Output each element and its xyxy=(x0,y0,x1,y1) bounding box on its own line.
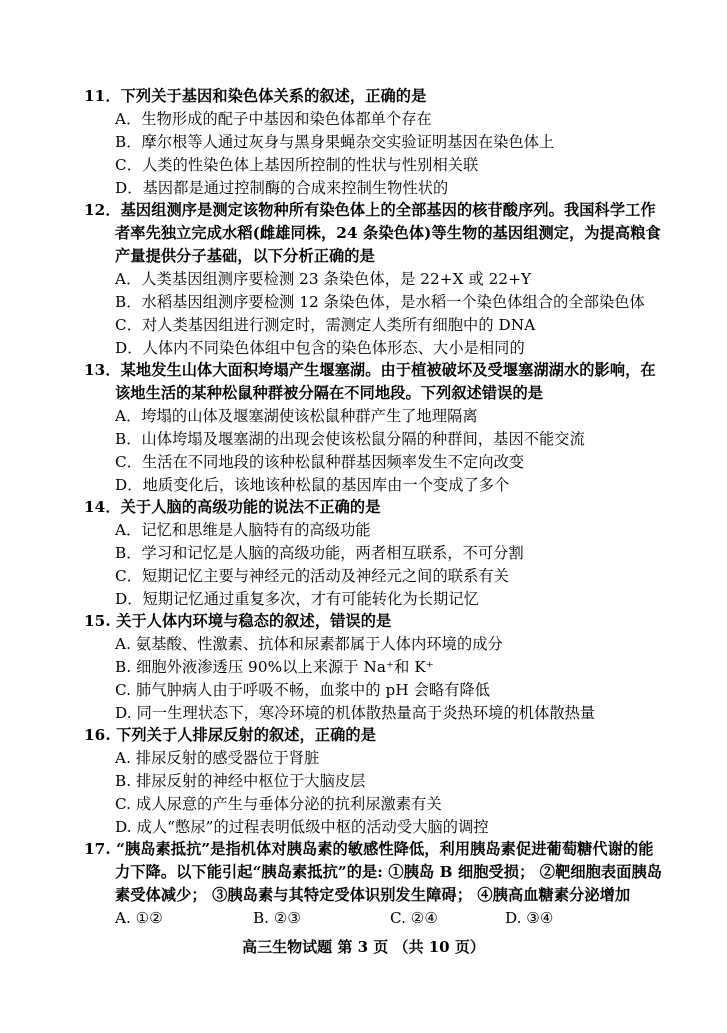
question-13-option-b: B．山体垮塌及堰塞湖的出现会使该松鼠分隔的种群间，基因不能交流 xyxy=(115,430,585,448)
question-13-option-a: A．垮塌的山体及堰塞湖使该松鼠种群产生了地理隔离 xyxy=(115,407,478,425)
question-16-stem: 16. 下列关于人排尿反射的叙述，正确的是 xyxy=(84,726,376,744)
question-11-option-b: B．摩尔根等人通过灰身与黑身果蝇杂交实验证明基因在染色体上 xyxy=(115,133,555,151)
question-16-option-a: A. 排尿反射的感受器位于肾脏 xyxy=(115,749,320,767)
question-13-option-c: C．生活在不同地段的该种松鼠种群基因频率发生不定向改变 xyxy=(115,453,525,471)
question-15-option-d: D. 同一生理状态下，寒冷环境的机体散热量高于炎热环境的机体散热量 xyxy=(115,704,596,722)
question-13-stem-line-2: 该地生活的某种松鼠种群被分隔在不同地段。下列叙述错误的是 xyxy=(115,384,544,402)
question-14-option-b: B．学习和记忆是人脑的高级功能，两者相互联系，不可分割 xyxy=(115,544,524,562)
question-14-option-c: C．短期记忆主要与神经元的活动及神经元之间的联系有关 xyxy=(115,567,509,585)
question-11-option-d: D．基因都是通过控制酶的合成来控制生物性状的 xyxy=(115,179,449,197)
question-15-option-b: B. 细胞外液渗透压 90%以上来源于 Na⁺和 K⁺ xyxy=(115,658,434,676)
question-17-stem-line-2: 力下降。以下能引起“胰岛素抵抗”的是: ①胰岛 B 细胞受损； ②靶细胞表面胰岛 xyxy=(115,863,663,881)
question-11-option-c: C．人类的性染色体上基因所控制的性状与性别相关联 xyxy=(115,156,479,174)
question-14-stem: 14．关于人脑的高级功能的说法不正确的是 xyxy=(84,498,381,516)
question-17-choice-d: D. ③④ xyxy=(505,909,554,927)
question-12-option-a: A．人类基因组测序要检测 23 条染色体，是 22+X 或 22+Y xyxy=(115,270,532,288)
question-17-stem-line-3: 素受体减少； ③胰岛素与其特定受体识别发生障碍； ④胰高血糖素分泌增加 xyxy=(115,886,631,904)
question-13-option-d: D．地质变化后，该地该种松鼠的基因库由一个变成了多个 xyxy=(115,476,510,494)
question-12-option-b: B．水稻基因组测序要检测 12 条染色体，是水稻一个染色体组合的全部染色体 xyxy=(115,293,645,311)
question-16-option-d: D. 成人“憋尿”的过程表明低级中枢的活动受大脑的调控 xyxy=(115,818,489,836)
question-12-stem-line-2: 者率先独立完成水稻(雌雄同株，24 条染色体)等生物的基因组测定，为提高粮食 xyxy=(115,224,661,242)
question-14-option-d: D．短期记忆通过重复多次，才有可能转化为长期记忆 xyxy=(115,590,479,608)
question-11-option-a: A．生物形成的配子中基因和染色体都单个存在 xyxy=(115,110,432,128)
question-17-choices xyxy=(0,908,727,928)
question-12-option-d: D．人体内不同染色体组中包含的染色体形态、大小是相同的 xyxy=(115,339,525,357)
question-17-choice-c: C. ②④ xyxy=(390,909,438,927)
question-17-stem-line-1: 17. “胰岛素抵抗”是指机体对胰岛素的敏感性降低，利用胰岛素促进葡萄糖代谢的能 xyxy=(84,840,654,858)
question-12-stem-line-1: 12．基因组测序是测定该物种所有染色体上的全部基因的核苷酸序列。我国科学工作 xyxy=(84,201,656,219)
question-12-stem-line-3: 产量提供分子基础，以下分析正确的是 xyxy=(115,247,375,265)
question-16-option-b: B. 排尿反射的神经中枢位于大脑皮层 xyxy=(115,772,366,790)
question-13-stem-line-1: 13．某地发生山体大面积垮塌产生堰塞湖。由于植被破坏及受堰塞湖湖水的影响，在 xyxy=(84,361,656,379)
question-17-choice-b: B. ②③ xyxy=(253,909,302,927)
question-12-option-c: C．对人类基因组进行测定时，需测定人类所有细胞中的 DNA xyxy=(115,316,536,334)
question-15-option-c: C. 肺气肿病人由于呼吸不畅，血浆中的 pH 会略有降低 xyxy=(115,681,491,699)
question-14-option-a: A．记忆和思维是人脑特有的高级功能 xyxy=(115,521,371,539)
question-15-stem: 15. 关于人体内环境与稳态的叙述，错误的是 xyxy=(84,612,392,630)
page-footer: 高三生物试题 第 3 页 （共 10 页） xyxy=(242,938,485,956)
question-15-option-a: A. 氨基酸、性激素、抗体和尿素都属于人体内环境的成分 xyxy=(115,635,503,653)
question-17-choice-a: A. ①② xyxy=(115,909,163,927)
question-16-option-c: C. 成人尿意的产生与垂体分泌的抗利尿激素有关 xyxy=(115,795,442,813)
question-11-stem: 11．下列关于基因和染色体关系的叙述，正确的是 xyxy=(84,87,427,105)
